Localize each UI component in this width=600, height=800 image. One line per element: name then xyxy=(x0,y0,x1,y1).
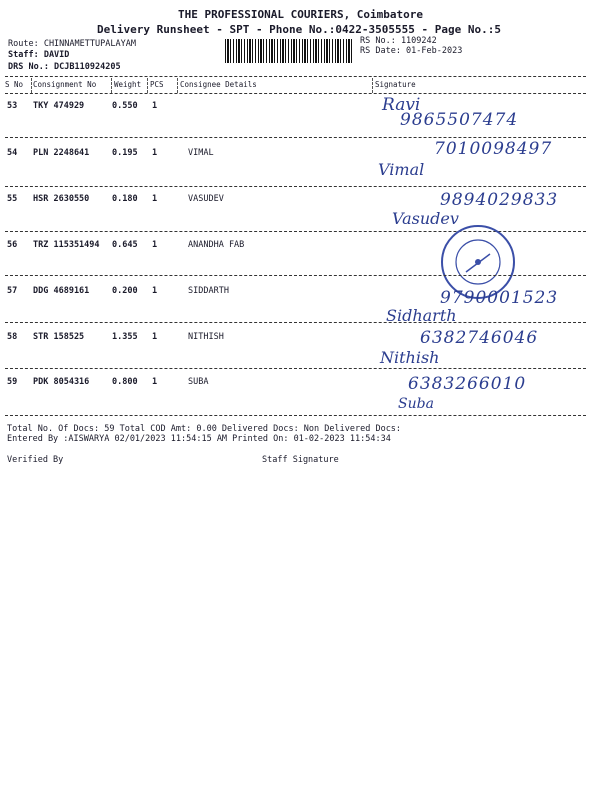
col-consignee: Consignee Details xyxy=(180,80,257,89)
signature-name: Suba xyxy=(398,396,434,412)
row-divider xyxy=(5,137,586,138)
row-weight: 0.180 xyxy=(112,194,138,204)
row-weight: 0.195 xyxy=(112,148,138,158)
staff-signature: Staff Signature xyxy=(262,455,339,465)
row-sno: 55 xyxy=(7,194,18,204)
row-sno: 59 xyxy=(7,377,18,387)
route-label: Route: CHINNAMETTUPALAYAM xyxy=(8,39,136,49)
row-consignment: TRZ 115351494 xyxy=(33,240,100,250)
row-consignment: HSR 2630550 xyxy=(33,194,90,204)
row-sno: 54 xyxy=(7,148,18,158)
row-pcs: 1 xyxy=(152,148,158,158)
col-separator xyxy=(177,78,178,93)
signature-phone: 9790001523 xyxy=(440,288,559,308)
signature-name: Sidharth xyxy=(386,306,457,325)
signature-name: Ravi xyxy=(382,95,421,115)
totals-line: Total No. Of Docs: 59 Total COD Amt: 0.00 Delivered Docs: Non Delivered Docs: xyxy=(7,424,402,434)
row-pcs: 1 xyxy=(152,101,158,111)
row-pcs: 1 xyxy=(152,332,158,342)
staff-label: Staff: DAVID xyxy=(8,50,70,60)
drs-label: DRS No.: DCJB110924205 xyxy=(8,62,121,72)
signature-phone: 6382746046 xyxy=(420,328,539,348)
col-separator xyxy=(111,78,112,93)
table-header-divider xyxy=(5,93,586,94)
row-sno: 58 xyxy=(7,332,18,342)
row-pcs: 1 xyxy=(152,194,158,204)
signature-name: Vasudev xyxy=(392,209,459,228)
signature-name: Nithish xyxy=(380,348,440,367)
entered-by-line: Entered By :AISWARYA 02/01/2023 11:54:15 AM Printed On: 01-02-2023 11:54:34 xyxy=(7,434,391,444)
row-consignee: VASUDEV xyxy=(188,194,224,204)
row-weight: 0.550 xyxy=(112,101,138,111)
row-consignment: TKY 474929 xyxy=(33,101,85,111)
runsheet-subtitle: Delivery Runsheet - SPT - Phone No.:0422-3505555 - Page No.:5 xyxy=(97,23,501,36)
col-separator xyxy=(31,78,32,93)
row-consignment: PDK 8054316 xyxy=(33,377,90,387)
row-divider xyxy=(5,368,586,369)
row-weight: 0.800 xyxy=(112,377,138,387)
barcode xyxy=(225,39,353,63)
signature-phone: 6383266010 xyxy=(408,374,527,394)
table-top-divider xyxy=(5,76,586,77)
signature-phone: 9865507474 xyxy=(400,110,519,130)
rs-date: RS Date: 01-Feb-2023 xyxy=(360,46,463,56)
col-pcs: PCS xyxy=(150,80,164,89)
row-consignment: DDG 4689161 xyxy=(33,286,90,296)
verified-by: Verified By xyxy=(7,455,64,465)
row-consignee: NITHISH xyxy=(188,332,224,342)
col-signature: Signature xyxy=(375,80,416,89)
rs-number: RS No.: 1109242 xyxy=(360,36,437,46)
row-divider xyxy=(5,186,586,187)
row-pcs: 1 xyxy=(152,240,158,250)
row-divider xyxy=(5,275,586,276)
row-divider xyxy=(5,322,586,323)
row-consignee: ANANDHA FAB xyxy=(188,240,245,250)
row-sno: 56 xyxy=(7,240,18,250)
col-weight: Weight xyxy=(114,80,142,89)
row-consignee: SUBA xyxy=(188,377,209,387)
row-consignee: SIDDARTH xyxy=(188,286,229,296)
row-consignment: PLN 2248641 xyxy=(33,148,90,158)
signature-phone: 7010098497 xyxy=(434,139,553,159)
row-sno: 53 xyxy=(7,101,18,111)
col-sno: S No xyxy=(5,80,24,89)
table-bottom-divider xyxy=(5,415,586,416)
col-separator xyxy=(147,78,148,93)
col-consignment: Consignment No xyxy=(33,80,97,89)
row-weight: 0.200 xyxy=(112,286,138,296)
signature-phone: 9894029833 xyxy=(440,190,559,210)
company-name: THE PROFESSIONAL COURIERS, Coimbatore xyxy=(178,8,424,21)
row-weight: 0.645 xyxy=(112,240,138,250)
signature-name: Vimal xyxy=(378,160,425,179)
row-consignee: VIMAL xyxy=(188,148,214,158)
col-separator xyxy=(372,78,373,93)
row-sno: 57 xyxy=(7,286,18,296)
row-pcs: 1 xyxy=(152,286,158,296)
row-weight: 1.355 xyxy=(112,332,138,342)
row-consignment: STR 158525 xyxy=(33,332,85,342)
row-pcs: 1 xyxy=(152,377,158,387)
